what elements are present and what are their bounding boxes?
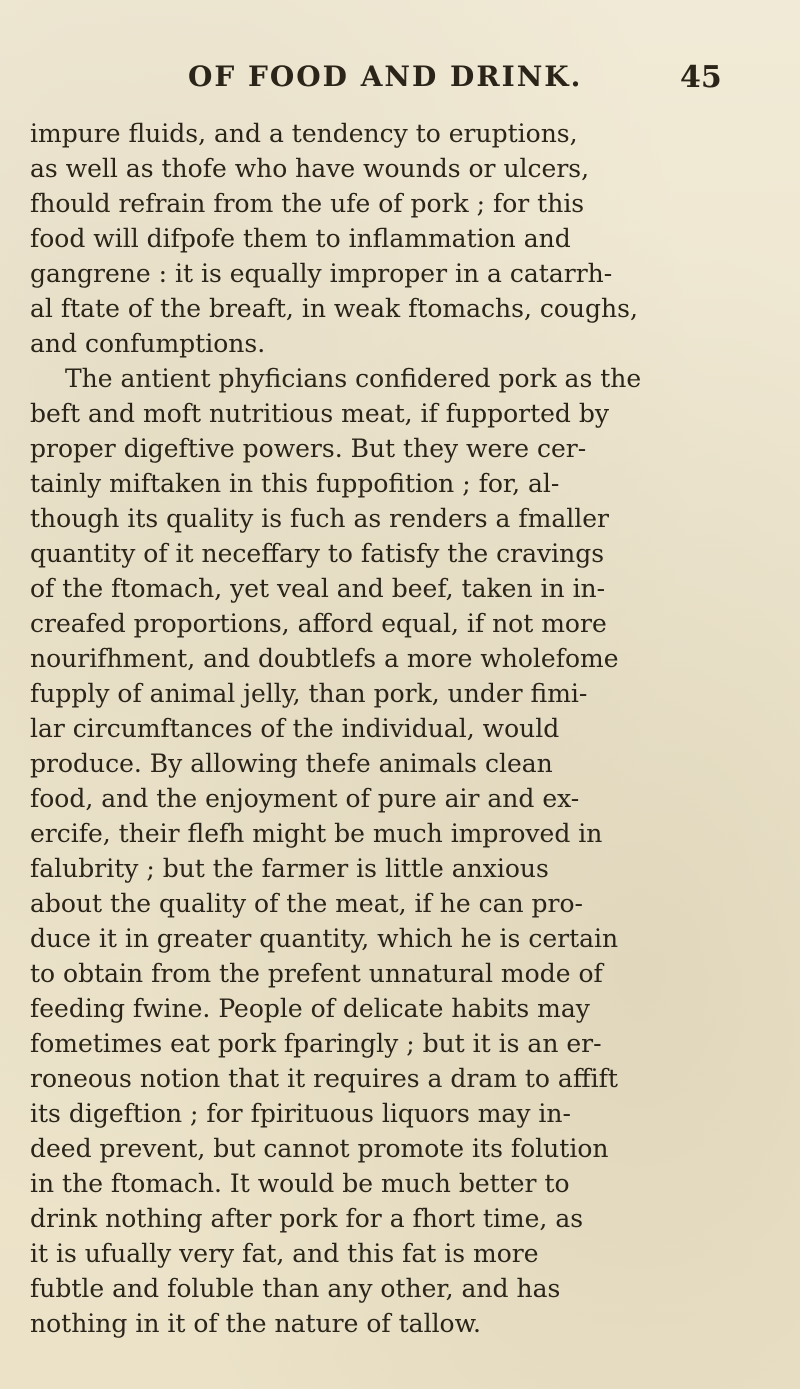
text-line: to obtain from the prefent unnatural mode of — [30, 959, 603, 988]
text-line: creafed proportions, afford equal, if not more — [30, 609, 607, 638]
text-line: of the ftomach, yet veal and beef, taken in in- — [30, 574, 606, 603]
text-line: nourifhment, and doubtlefs a more wholefome — [30, 644, 619, 673]
text-line: and confumptions. — [30, 329, 266, 358]
text-line: nothing in it of the nature of tallow. — [30, 1309, 481, 1338]
text-line: produce. By allowing thefe animals clean — [30, 749, 553, 778]
text-line: its digeftion ; for fpirituous liquors may in- — [30, 1099, 571, 1128]
text-line: as well as thofe who have wounds or ulcers, — [30, 154, 590, 183]
text-line: beft and moft nutritious meat, if fupported by — [30, 399, 609, 428]
text-line: falubrity ; but the farmer is little anxious — [30, 854, 549, 883]
text-line: al ftate of the breaft, in weak ftomachs, coughs, — [30, 294, 638, 323]
text-line: about the quality of the meat, if he can pro- — [30, 889, 583, 918]
text-line: fubtle and foluble than any other, and has — [30, 1274, 561, 1303]
text-line: tainly miftaken in this fuppofition ; for, al- — [30, 469, 560, 498]
text-line: gangrene : it is equally improper in a catarrh- — [30, 259, 613, 288]
text-line: proper digeftive powers. But they were cer- — [30, 434, 587, 463]
text-line: drink nothing after pork for a fhort time, as — [30, 1204, 584, 1233]
text-line: feeding fwine. People of delicate habits may — [30, 994, 590, 1023]
running-title: OF FOOD AND DRINK. — [188, 60, 583, 93]
page-header — [0, 60, 800, 100]
text-line: food, and the enjoyment of pure air and ex- — [30, 784, 580, 813]
text-line: food will difpofe them to inflammation and — [30, 224, 571, 253]
text-line: fupply of animal jelly, than pork, under fimi- — [30, 679, 588, 708]
text-line: roneous notion that it requires a dram to affift — [30, 1064, 618, 1093]
text-line: fhould refrain from the ufe of pork ; for this — [30, 189, 585, 218]
text-line: ercife, their flefh might be much improved in — [30, 819, 603, 848]
text-line: in the ftomach. It would be much better to — [30, 1169, 570, 1198]
text-line: fometimes eat pork fparingly ; but it is an er- — [30, 1029, 602, 1058]
text-line: deed prevent, but cannot promote its folution — [30, 1134, 609, 1163]
text-line: duce it in greater quantity, which he is certain — [30, 924, 619, 953]
text-line: though its quality is fuch as renders a fmaller — [30, 504, 609, 533]
text-line: The antient phyficians confidered pork as the — [65, 364, 642, 393]
text-line: lar circumftances of the individual, would — [30, 714, 560, 743]
text-line: it is ufually very fat, and this fat is more — [30, 1239, 539, 1268]
text-line: impure fluids, and a tendency to eruptions, — [30, 119, 578, 148]
page-number: 45 — [680, 60, 722, 95]
text-line: quantity of it neceffary to fatisfy the cravings — [30, 539, 605, 568]
